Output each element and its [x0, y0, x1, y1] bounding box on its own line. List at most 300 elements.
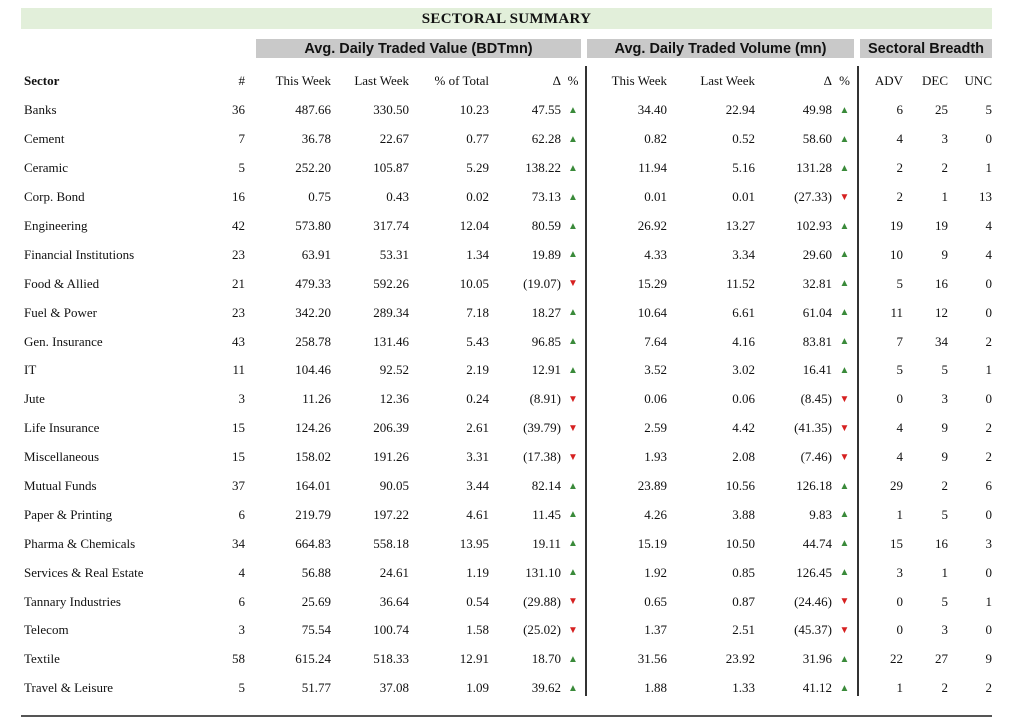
declines: 19 — [935, 218, 948, 233]
value-this-week: 11.26 — [302, 391, 331, 407]
table-row — [21, 529, 992, 558]
advances: 2 — [896, 160, 903, 176]
group-header-traded-volume: Avg. Daily Traded Volume (mn) — [587, 39, 854, 58]
table-row — [21, 298, 992, 327]
value-last-week: 100.74 — [373, 622, 409, 638]
sector-name: Corp. Bond — [24, 189, 85, 205]
value-last-week: 22.67 — [379, 131, 409, 147]
triangle-up-icon: ▲ — [839, 249, 850, 261]
value-this-week: 487.66 — [295, 102, 331, 118]
value-last-week: 0.43 — [386, 189, 409, 205]
volume-this-week: 4.26 — [644, 506, 667, 522]
declines: 2 — [941, 478, 948, 494]
company-count: 43 — [232, 333, 245, 349]
triangle-up-icon: ▲ — [568, 220, 578, 232]
value-last-week: 37.08 — [379, 680, 409, 696]
volume-delta: 126.18 — [796, 478, 832, 494]
sector-name: Gen. Insurance — [24, 333, 103, 349]
unchanged: 1 — [985, 593, 992, 609]
value-delta: (8.91) — [529, 391, 561, 407]
report-title: SECTORAL SUMMARY — [21, 8, 992, 29]
triangle-down-icon: ▼ — [568, 278, 578, 290]
value-pct-of-total: 5.43 — [466, 333, 489, 349]
company-count: 5 — [238, 160, 245, 176]
triangle-up-icon: ▲ — [568, 249, 578, 261]
triangle-up-icon: ▲ — [568, 480, 578, 492]
volume-this-week: 2.59 — [644, 420, 667, 436]
value-pct-of-total: 5.29 — [466, 160, 489, 176]
sector-name: Paper & Printing — [24, 506, 113, 522]
company-count: 6 — [238, 593, 245, 609]
volume-last-week: 5.16 — [732, 160, 755, 176]
triangle-up-icon: ▲ — [839, 538, 850, 550]
volume-delta: 9.83 — [809, 506, 832, 522]
value-delta: 12.91 — [531, 362, 561, 378]
declines: 1 — [941, 189, 948, 205]
triangle-up-icon: ▲ — [839, 682, 850, 694]
unchanged: 2 — [985, 449, 992, 465]
volume-this-week: 23.89 — [637, 478, 667, 494]
triangle-down-icon: ▼ — [839, 451, 850, 463]
value-this-week: 0.75 — [308, 189, 331, 205]
volume-this-week: 7.64 — [644, 333, 667, 349]
value-delta: 39.62 — [531, 680, 561, 696]
value-last-week: 191.26 — [373, 449, 409, 465]
value-this-week: 124.26 — [295, 420, 331, 436]
value-pct-of-total: 7.18 — [466, 304, 489, 320]
value-delta: 18.70 — [531, 651, 561, 667]
advances: 0 — [896, 593, 903, 609]
value-pct-of-total: 0.24 — [466, 391, 489, 407]
triangle-up-icon: ▲ — [839, 364, 850, 376]
unchanged: 4 — [985, 218, 992, 233]
sector-name: Engineering — [24, 218, 88, 233]
advances: 5 — [896, 362, 903, 378]
table-row — [21, 154, 992, 183]
volume-last-week: 3.34 — [732, 246, 755, 262]
volume-delta: 16.41 — [802, 362, 832, 378]
table-row — [21, 616, 992, 645]
volume-this-week: 11.94 — [638, 160, 667, 176]
table-row — [21, 414, 992, 443]
declines: 2 — [941, 160, 948, 176]
triangle-up-icon: ▲ — [568, 567, 578, 579]
sector-name: Mutual Funds — [24, 478, 97, 494]
advances: 4 — [896, 449, 903, 465]
volume-last-week: 0.01 — [732, 189, 755, 205]
sector-name: Financial Institutions — [24, 246, 135, 262]
company-count: 5 — [238, 680, 245, 696]
triangle-down-icon: ▼ — [839, 624, 850, 636]
declines: 5 — [941, 362, 948, 378]
unchanged: 2 — [985, 680, 992, 696]
value-this-week: 36.78 — [301, 131, 331, 147]
volume-delta: (27.33) — [794, 189, 832, 205]
volume-delta: 58.60 — [802, 131, 832, 147]
col-header-dec: DEC — [922, 73, 948, 88]
volume-this-week: 3.52 — [644, 362, 667, 378]
volume-this-week: 15.29 — [637, 275, 667, 291]
value-last-week: 36.64 — [379, 593, 409, 609]
declines: 5 — [941, 593, 948, 609]
table-row — [21, 558, 992, 587]
value-pct-of-total: 1.34 — [466, 246, 489, 262]
col-header-sector: Sector — [24, 73, 60, 88]
table-row — [21, 443, 992, 472]
declines: 12 — [935, 304, 948, 320]
declines: 1 — [941, 564, 948, 580]
col-header-value-delta: Δ — [552, 73, 561, 88]
triangle-up-icon: ▲ — [568, 509, 578, 521]
declines: 2 — [941, 680, 948, 696]
table-row — [21, 269, 992, 298]
unchanged: 2 — [985, 333, 992, 349]
value-pct-of-total: 12.91 — [459, 651, 489, 667]
advances: 0 — [896, 391, 903, 407]
table-row — [21, 674, 992, 703]
declines: 9 — [941, 420, 948, 436]
triangle-up-icon: ▲ — [839, 480, 850, 492]
volume-this-week: 31.56 — [637, 651, 667, 667]
volume-delta: 49.98 — [802, 102, 832, 118]
value-this-week: 164.01 — [295, 478, 331, 494]
value-delta: 96.85 — [531, 333, 561, 349]
value-delta: 131.10 — [525, 564, 561, 580]
declines: 16 — [935, 275, 948, 291]
sector-name: Food & Allied — [24, 275, 100, 291]
advances: 19 — [890, 218, 903, 233]
volume-last-week: 13.27 — [725, 218, 755, 233]
company-count: 42 — [232, 218, 245, 233]
triangle-up-icon: ▲ — [568, 104, 578, 116]
value-this-week: 479.33 — [295, 275, 331, 291]
table-row — [21, 645, 992, 674]
volume-last-week: 10.56 — [725, 478, 755, 494]
volume-last-week: 1.33 — [732, 680, 755, 696]
value-delta: (17.38) — [523, 449, 561, 465]
triangle-up-icon: ▲ — [568, 307, 578, 319]
sector-name: Tannary Industries — [24, 593, 121, 609]
volume-delta: (45.37) — [794, 622, 832, 638]
triangle-down-icon: ▼ — [839, 596, 850, 608]
sector-name: Banks — [24, 102, 57, 118]
sector-name: Fuel & Power — [24, 304, 97, 320]
table-row — [21, 385, 992, 414]
company-count: 34 — [232, 535, 245, 551]
table-row — [21, 587, 992, 616]
triangle-up-icon: ▲ — [839, 653, 850, 665]
company-count: 15 — [232, 420, 245, 436]
value-pct-of-total: 3.44 — [466, 478, 489, 494]
value-delta: 18.27 — [531, 304, 561, 320]
advances: 0 — [896, 622, 903, 638]
value-pct-of-total: 1.19 — [466, 564, 489, 580]
value-pct-of-total: 2.19 — [466, 362, 489, 378]
table-row — [21, 183, 992, 212]
volume-delta: 32.81 — [802, 275, 832, 291]
col-header-unc: UNC — [964, 73, 992, 88]
triangle-down-icon: ▼ — [568, 422, 578, 434]
value-delta: 138.22 — [525, 160, 561, 176]
value-last-week: 105.87 — [373, 160, 409, 176]
declines: 3 — [941, 622, 948, 638]
volume-delta: 83.81 — [802, 333, 832, 349]
value-delta: (19.07) — [523, 275, 561, 291]
advances: 7 — [896, 333, 903, 349]
volume-delta: 31.96 — [802, 651, 832, 667]
value-pct-of-total: 2.61 — [466, 420, 489, 436]
advances: 5 — [896, 275, 903, 291]
value-this-week: 25.69 — [301, 593, 331, 609]
value-delta: 47.55 — [531, 102, 561, 118]
value-this-week: 104.46 — [295, 362, 331, 378]
bottom-rule — [21, 715, 992, 717]
col-header-adv: ADV — [874, 73, 903, 88]
triangle-down-icon: ▼ — [568, 451, 578, 463]
value-this-week: 258.78 — [295, 333, 331, 349]
value-delta: (29.88) — [523, 593, 561, 609]
value-this-week: 615.24 — [295, 651, 331, 667]
value-last-week: 197.22 — [373, 506, 409, 522]
col-header-volume-pct: % — [839, 73, 850, 88]
unchanged: 2 — [985, 420, 992, 436]
declines: 16 — [935, 535, 948, 551]
declines: 25 — [935, 102, 948, 118]
volume-last-week: 4.16 — [732, 333, 755, 349]
sector-name: Travel & Leisure — [24, 680, 114, 696]
col-header-value-last-week: Last Week — [354, 73, 409, 88]
volume-delta: (7.46) — [800, 449, 832, 465]
company-count: 3 — [238, 622, 245, 638]
value-this-week: 252.20 — [295, 160, 331, 176]
volume-delta: 126.45 — [796, 564, 832, 580]
advances: 29 — [890, 478, 903, 494]
value-this-week: 63.91 — [301, 246, 331, 262]
triangle-up-icon: ▲ — [839, 133, 850, 145]
company-count: 7 — [238, 131, 245, 147]
group-header-sectoral-breadth: Sectoral Breadth — [860, 39, 992, 58]
advances: 3 — [896, 564, 903, 580]
triangle-up-icon: ▲ — [839, 220, 850, 232]
value-pct-of-total: 12.04 — [459, 218, 489, 233]
volume-delta: (41.35) — [794, 420, 832, 436]
value-pct-of-total: 10.05 — [459, 275, 489, 291]
col-header-volume-last-week: Last Week — [700, 73, 755, 88]
value-pct-of-total: 13.95 — [459, 535, 489, 551]
value-last-week: 131.46 — [373, 333, 409, 349]
volume-this-week: 10.64 — [637, 304, 667, 320]
volume-last-week: 4.42 — [732, 420, 755, 436]
value-pct-of-total: 0.54 — [466, 593, 489, 609]
unchanged: 0 — [985, 564, 992, 580]
table-row — [21, 240, 992, 269]
value-delta: 62.28 — [531, 131, 561, 147]
value-this-week: 342.20 — [295, 304, 331, 320]
declines: 27 — [935, 651, 948, 667]
triangle-down-icon: ▼ — [568, 393, 578, 405]
volume-this-week: 34.40 — [637, 102, 667, 118]
value-delta: 80.59 — [531, 218, 561, 233]
volume-this-week: 1.37 — [644, 622, 667, 638]
advances: 11 — [890, 304, 903, 320]
company-count: 23 — [232, 246, 245, 262]
company-count: 37 — [232, 478, 245, 494]
volume-last-week: 22.94 — [725, 102, 755, 118]
unchanged: 0 — [985, 391, 992, 407]
sector-name: Pharma & Chemicals — [24, 535, 136, 551]
value-last-week: 317.74 — [373, 218, 409, 233]
triangle-up-icon: ▲ — [568, 336, 578, 348]
volume-last-week: 0.06 — [732, 391, 755, 407]
volume-this-week: 0.01 — [644, 189, 667, 205]
declines: 9 — [941, 246, 948, 262]
group-header-traded-value: Avg. Daily Traded Value (BDTmn) — [256, 39, 581, 58]
table-row — [21, 96, 992, 125]
sector-name: Jute — [24, 391, 45, 407]
value-this-week: 75.54 — [301, 622, 331, 638]
volume-last-week: 6.61 — [732, 304, 755, 320]
volume-last-week: 2.08 — [732, 449, 755, 465]
unchanged: 0 — [985, 622, 992, 638]
volume-delta: 29.60 — [802, 246, 832, 262]
triangle-up-icon: ▲ — [568, 682, 578, 694]
value-delta: 73.13 — [531, 189, 561, 205]
value-pct-of-total: 0.77 — [466, 131, 489, 147]
volume-this-week: 0.82 — [644, 131, 667, 147]
value-this-week: 219.79 — [295, 506, 331, 522]
sector-name: Textile — [24, 651, 60, 667]
declines: 3 — [941, 391, 948, 407]
unchanged: 1 — [985, 362, 992, 378]
value-last-week: 92.52 — [379, 362, 409, 378]
volume-last-week: 3.88 — [732, 506, 755, 522]
sector-name: Miscellaneous — [24, 449, 100, 465]
col-header-volume-this-week: This Week — [611, 73, 667, 88]
unchanged: 4 — [985, 246, 992, 262]
unchanged: 3 — [985, 535, 992, 551]
header-row — [21, 66, 992, 96]
unchanged: 5 — [985, 102, 992, 118]
triangle-up-icon: ▲ — [839, 104, 850, 116]
volume-delta: 131.28 — [796, 160, 832, 176]
sector-name: Services & Real Estate — [24, 564, 144, 580]
sector-name: Ceramic — [24, 160, 69, 176]
unchanged: 1 — [985, 160, 992, 176]
value-delta: (25.02) — [523, 622, 561, 638]
volume-this-week: 4.33 — [644, 246, 667, 262]
volume-this-week: 1.92 — [644, 564, 667, 580]
value-delta: 11.45 — [532, 506, 561, 522]
sector-name: IT — [24, 362, 37, 378]
advances: 2 — [896, 189, 903, 205]
table-row — [21, 500, 992, 529]
volume-last-week: 2.51 — [732, 622, 755, 638]
company-count: 23 — [232, 304, 245, 320]
volume-last-week: 0.87 — [732, 593, 755, 609]
advances: 22 — [890, 651, 903, 667]
value-this-week: 56.88 — [301, 564, 331, 580]
advances: 1 — [896, 506, 903, 522]
company-count: 6 — [238, 506, 245, 522]
value-this-week: 51.77 — [301, 680, 331, 696]
triangle-up-icon: ▲ — [839, 336, 850, 348]
triangle-up-icon: ▲ — [839, 162, 850, 174]
advances: 1 — [896, 680, 903, 696]
advances: 4 — [896, 420, 903, 436]
volume-delta: 41.12 — [802, 680, 832, 696]
sector-name: Cement — [24, 131, 65, 147]
value-last-week: 206.39 — [373, 420, 409, 436]
col-header-value-pct: % — [567, 73, 579, 88]
volume-last-week: 10.50 — [725, 535, 755, 551]
volume-delta: 61.04 — [802, 304, 832, 320]
value-this-week: 664.83 — [295, 535, 331, 551]
value-last-week: 558.18 — [373, 535, 409, 551]
value-last-week: 53.31 — [379, 246, 409, 262]
table-row — [21, 212, 992, 241]
table-row — [21, 327, 992, 356]
company-count: 15 — [232, 449, 245, 465]
volume-this-week: 26.92 — [637, 218, 667, 233]
triangle-down-icon: ▼ — [839, 191, 850, 203]
value-delta: 82.14 — [531, 478, 561, 494]
unchanged: 0 — [985, 506, 992, 522]
volume-delta: (8.45) — [800, 391, 832, 407]
volume-this-week: 1.88 — [644, 680, 667, 696]
sector-name: Telecom — [24, 622, 69, 638]
company-count: 58 — [232, 651, 245, 667]
col-header-value-this-week: This Week — [275, 73, 331, 88]
value-last-week: 518.33 — [373, 651, 409, 667]
volume-delta: (24.46) — [794, 593, 832, 609]
value-last-week: 592.26 — [373, 275, 409, 291]
company-count: 11 — [232, 362, 245, 378]
advances: 10 — [890, 246, 903, 262]
value-last-week: 12.36 — [379, 391, 409, 407]
company-count: 36 — [232, 102, 245, 118]
triangle-up-icon: ▲ — [568, 133, 578, 145]
triangle-up-icon: ▲ — [568, 364, 578, 376]
value-pct-of-total: 1.09 — [466, 680, 489, 696]
table-row — [21, 356, 992, 385]
triangle-up-icon: ▲ — [839, 567, 850, 579]
value-last-week: 330.50 — [373, 102, 409, 118]
volume-last-week: 23.92 — [725, 651, 755, 667]
volume-this-week: 1.93 — [644, 449, 667, 465]
value-delta: 19.11 — [532, 535, 561, 551]
unchanged: 0 — [985, 131, 992, 147]
company-count: 21 — [232, 275, 245, 291]
triangle-up-icon: ▲ — [568, 538, 578, 550]
triangle-up-icon: ▲ — [839, 509, 850, 521]
value-last-week: 90.05 — [379, 478, 409, 494]
triangle-down-icon: ▼ — [568, 596, 578, 608]
value-pct-of-total: 4.61 — [466, 506, 489, 522]
unchanged: 6 — [985, 478, 992, 494]
col-header-count: # — [238, 73, 245, 88]
unchanged: 0 — [985, 275, 992, 291]
value-delta: (39.79) — [523, 420, 561, 436]
declines: 9 — [941, 449, 948, 465]
sector-name: Life Insurance — [24, 420, 100, 436]
volume-this-week: 15.19 — [637, 535, 667, 551]
unchanged: 9 — [985, 651, 992, 667]
volume-this-week: 0.65 — [644, 593, 667, 609]
declines: 5 — [941, 506, 948, 522]
company-count: 4 — [238, 564, 245, 580]
advances: 15 — [890, 535, 903, 551]
value-pct-of-total: 3.31 — [466, 449, 489, 465]
